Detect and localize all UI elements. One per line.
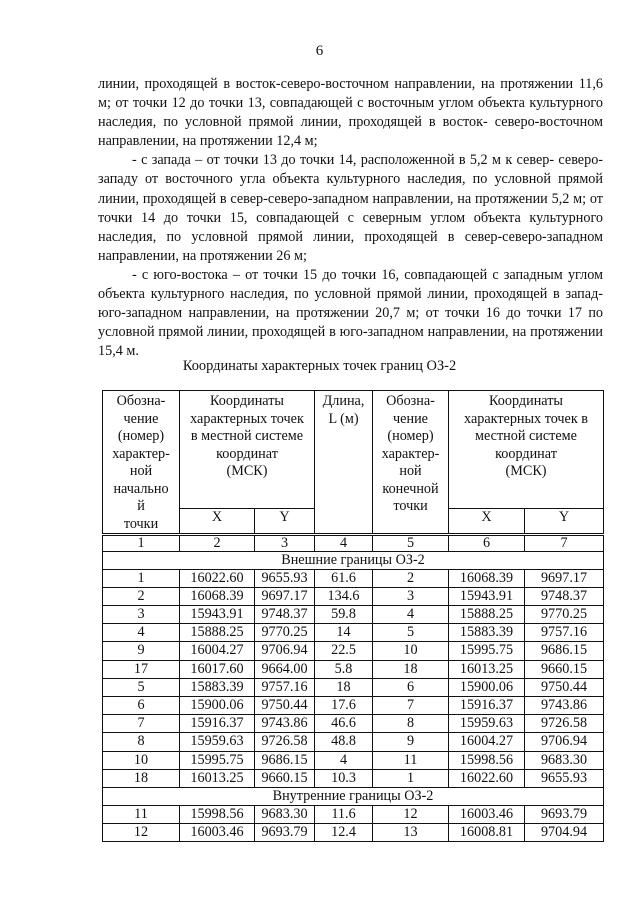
table-cell: 2 [373, 569, 449, 587]
column-number: 7 [525, 535, 604, 552]
header-x-start: X [180, 509, 255, 535]
table-cell: 9683.30 [255, 805, 315, 823]
header-coords-end: Координаты характерных точек в местной системе координат (МСК) [449, 391, 604, 509]
table-cell: 9655.93 [525, 769, 604, 787]
header-y-end: Y [525, 509, 604, 535]
table-cell: 16022.60 [180, 569, 255, 587]
table-row [103, 569, 604, 587]
table-cell: 15900.06 [449, 678, 525, 696]
table-row [103, 605, 604, 623]
column-number: 4 [315, 535, 373, 552]
paragraph-1: линии, проходящей в восток-северо-восточном направлении, на протяжении 11,6 м; от точки 12 до точки 13, совпадающей с восточным углом объекта культурного наследия, по условной прямой линии, проходящей в восток- северо-восточном направлении, на протяжении 12,4 м; [98, 76, 604, 150]
table-cell: 16068.39 [180, 587, 255, 605]
table-cell: 15916.37 [180, 715, 255, 733]
table-cell: 10.3 [315, 769, 373, 787]
table-row [103, 715, 604, 733]
table-cell: 15916.37 [449, 696, 525, 714]
table-title: Координаты характерных точек границ ОЗ-2 [182, 358, 457, 374]
table-cell: 9693.79 [525, 805, 604, 823]
table-cell: 15998.56 [180, 805, 255, 823]
header-x-end: X [449, 509, 525, 535]
table-cell: 15995.75 [449, 642, 525, 660]
table-cell: 14 [315, 624, 373, 642]
table-cell: 15943.91 [449, 587, 525, 605]
table-cell: 15959.63 [449, 715, 525, 733]
column-number: 6 [449, 535, 525, 552]
table-cell: 4 [103, 624, 180, 642]
table-cell: 9704.94 [525, 824, 604, 842]
table-cell: 9686.15 [255, 751, 315, 769]
table-cell: 16017.60 [180, 660, 255, 678]
table-cell: 9686.15 [525, 642, 604, 660]
table-cell: 13 [373, 824, 449, 842]
table-row [103, 678, 604, 696]
table-row [103, 587, 604, 605]
table-cell: 9757.16 [525, 624, 604, 642]
header-end-point: Обозна- чение (номер) характер- ной конечной точки [373, 391, 449, 535]
header-y-start: Y [255, 509, 315, 535]
table-cell: 16022.60 [449, 769, 525, 787]
table-cell: 3 [373, 587, 449, 605]
table-cell: 11 [103, 805, 180, 823]
table-cell: 9660.15 [255, 769, 315, 787]
table-row [103, 733, 604, 751]
table-cell: 2 [103, 587, 180, 605]
table-cell: 9748.37 [255, 605, 315, 623]
table-cell: 9750.44 [525, 678, 604, 696]
table-cell: 12 [103, 824, 180, 842]
table-cell: 7 [103, 715, 180, 733]
column-number: 5 [373, 535, 449, 552]
table-cell: 9655.93 [255, 569, 315, 587]
table-cell: 16068.39 [449, 569, 525, 587]
table-cell: 18 [315, 678, 373, 696]
table-cell: 1 [373, 769, 449, 787]
table-cell: 16013.25 [449, 660, 525, 678]
table-cell: 9683.30 [525, 751, 604, 769]
table-cell: 18 [103, 769, 180, 787]
section-title: Внешние границы ОЗ-2 [103, 551, 604, 569]
table-cell: 9743.86 [525, 696, 604, 714]
table-cell: 9693.79 [255, 824, 315, 842]
table-cell: 16004.27 [180, 642, 255, 660]
table-cell: 9660.15 [525, 660, 604, 678]
table-cell: 3 [103, 605, 180, 623]
table-cell: 11 [373, 751, 449, 769]
table-cell: 9697.17 [525, 569, 604, 587]
table-cell: 16003.46 [180, 824, 255, 842]
column-number: 1 [103, 535, 180, 552]
table-cell: 5.8 [315, 660, 373, 678]
table-cell: 46.6 [315, 715, 373, 733]
table-cell: 18 [373, 660, 449, 678]
table-cell: 9726.58 [525, 715, 604, 733]
column-number-row [103, 535, 604, 552]
table-cell: 10 [373, 642, 449, 660]
table-cell: 59.8 [315, 605, 373, 623]
table-cell: 9706.94 [525, 733, 604, 751]
section-title: Внутренние границы ОЗ-2 [103, 787, 604, 805]
table-cell: 9726.58 [255, 733, 315, 751]
table-cell: 15888.25 [449, 605, 525, 623]
table-cell: 16004.27 [449, 733, 525, 751]
table-cell: 15943.91 [180, 605, 255, 623]
table-cell: 9748.37 [525, 587, 604, 605]
table-cell: 9664.00 [255, 660, 315, 678]
header-start-point: Обозна- чение (номер) характер- ной начально й точки [103, 391, 180, 535]
table-cell: 15900.06 [180, 696, 255, 714]
header-coords-start: Координаты характерных точек в местной системе координат (МСК) [180, 391, 315, 509]
table-cell: 15883.39 [180, 678, 255, 696]
table-row [103, 769, 604, 787]
table-cell: 8 [373, 715, 449, 733]
table-cell: 16008.81 [449, 824, 525, 842]
table-cell: 48.8 [315, 733, 373, 751]
table-cell: 9757.16 [255, 678, 315, 696]
table-cell: 9 [103, 642, 180, 660]
header-length: Длина, L (м) [315, 391, 373, 535]
table-row [103, 624, 604, 642]
paragraph-3: - с юго-востока – от точки 15 до точки 16, совпадающей с западным углом объекта культурного наследия, по условной прямой линии, проходящей в запад-юго-западном направлении, на протяжении 20,7 м; от точки 16 до точки 17 по условной прямой линии, проходящей в юго-западном направлении, на протяжении 15,4 м. [98, 266, 604, 360]
table-row [103, 696, 604, 714]
table-cell: 16013.25 [180, 769, 255, 787]
section-row [103, 551, 604, 569]
table-cell: 17.6 [315, 696, 373, 714]
table-cell: 9706.94 [255, 642, 315, 660]
table-cell: 9770.25 [255, 624, 315, 642]
table-cell: 11.6 [315, 805, 373, 823]
paragraph-2: - с запада – от точки 13 до точки 14, расположенной в 5,2 м к север- северо-западу от восточного угла объекта культурного наследия, по условной прямой линии, проходящей в север-северо-западном направлении, на протяжении 5,2 м; от точки 14 до точки 15, совпадающей с северным углом объекта культурного наследия, по условной прямой линии, проходящей в север-северо-западном направлении, на протяжении 26 м; [98, 152, 604, 264]
table-row [103, 805, 604, 823]
table-row [103, 642, 604, 660]
table-cell: 10 [103, 751, 180, 769]
table-cell: 4 [373, 605, 449, 623]
table-row [103, 751, 604, 769]
table-cell: 15883.39 [449, 624, 525, 642]
table-cell: 7 [373, 696, 449, 714]
table-cell: 15995.75 [180, 751, 255, 769]
table-cell: 15998.56 [449, 751, 525, 769]
coordinates-table [102, 390, 604, 842]
table-cell: 1 [103, 569, 180, 587]
table-cell: 9750.44 [255, 696, 315, 714]
section-row [103, 787, 604, 805]
page-number: 6 [315, 43, 324, 59]
table-cell: 9 [373, 733, 449, 751]
table-cell: 8 [103, 733, 180, 751]
table-cell: 9743.86 [255, 715, 315, 733]
table-cell: 15959.63 [180, 733, 255, 751]
table-body [103, 551, 604, 842]
table-cell: 9697.17 [255, 587, 315, 605]
table-cell: 15888.25 [180, 624, 255, 642]
table-cell: 61.6 [315, 569, 373, 587]
table-cell: 12.4 [315, 824, 373, 842]
table-cell: 5 [103, 678, 180, 696]
table-cell: 9770.25 [525, 605, 604, 623]
table-cell: 6 [103, 696, 180, 714]
table-cell: 6 [373, 678, 449, 696]
table-cell: 12 [373, 805, 449, 823]
column-number: 2 [180, 535, 255, 552]
table-cell: 16003.46 [449, 805, 525, 823]
table-row [103, 660, 604, 678]
table-cell: 4 [315, 751, 373, 769]
table-row [103, 824, 604, 842]
body-text [98, 75, 603, 361]
table-cell: 134.6 [315, 587, 373, 605]
table-cell: 5 [373, 624, 449, 642]
table-cell: 17 [103, 660, 180, 678]
table-cell: 22.5 [315, 642, 373, 660]
column-number: 3 [255, 535, 315, 552]
